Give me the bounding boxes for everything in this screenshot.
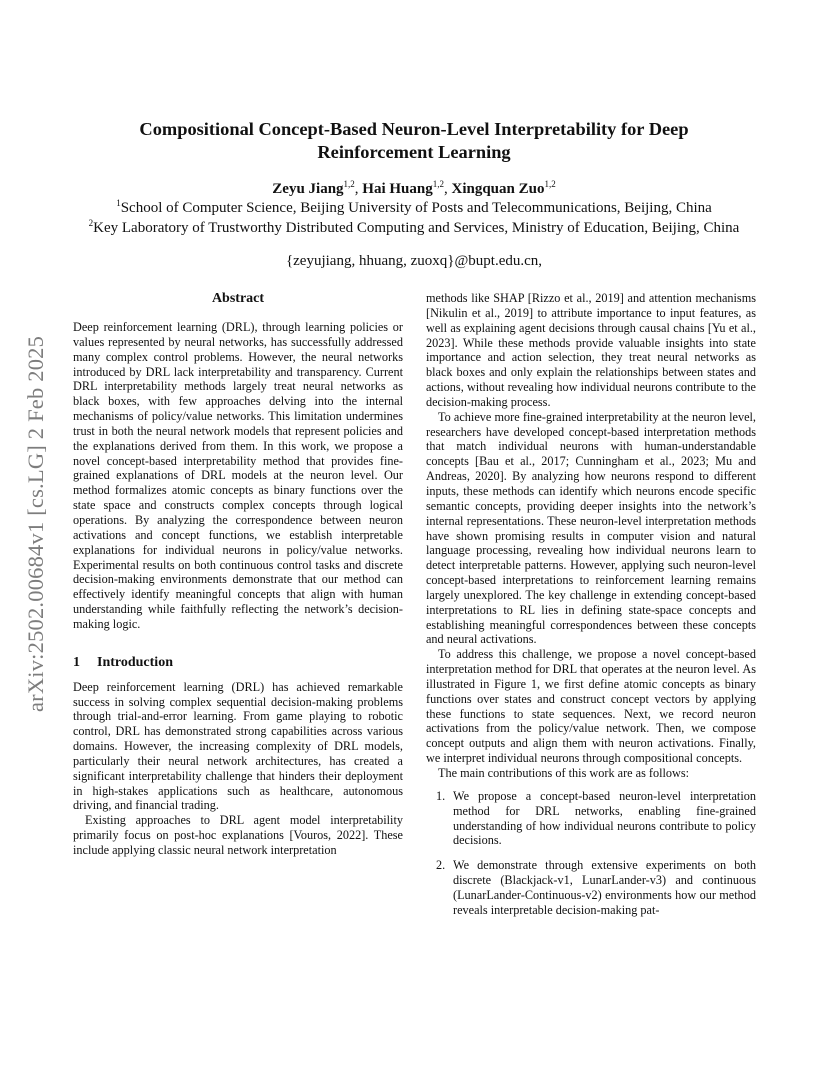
right-column — [426, 291, 756, 928]
contributions-list — [426, 789, 756, 918]
author-emails[interactable]: {zeyujiang, hhuang, zuoxq}@bupt.edu.cn, — [285, 253, 543, 269]
list-item-text: We demonstrate through extensive experiments on both discrete (Blackjack-v1, LunarLander-v3) and continuous (LunarLander-Continuous-v2) environments how our method reveals interpretable decision-making pat- — [453, 858, 756, 917]
abstract-text: Deep reinforcement learning (DRL), through learning policies or values represented by neural networks, has successfully addressed many complex control problems. However, the neural networks introduced by DRL lack interpretability and transparency. Current DRL interpretability methods largely treat neural networks as black boxes, with few approaches delving into the internal mechanisms of policy/value networks. This limitation undermines trust in both the neural network models that represent policies and the explanations derived from them. In this work, we propose a novel concept-based interpretability method that provides fine-grained explanations of DRL models at the neuron level. Our method formalizes atomic concepts as binary functions over the state space and constructs complex concepts through logical operations. By analyzing the correspondence between neuron activations and concept functions, we establish interpretable explanations for individual neurons in policy/value networks. Experimental results on both continuous control tasks and discrete decision-making environments demonstrate that our method can effectively identify meaningful concepts that align with human understanding while faithfully reflecting the network’s decision-making logic. — [73, 320, 403, 631]
list-item-text: We propose a concept-based neuron-level interpretation method for DRL networks, enabling fine-grained understanding of how individual neurons contribute to policy decisions. — [453, 788, 756, 848]
list-marker: 2. — [436, 858, 446, 873]
arxiv-identifier-stamp — [22, 296, 50, 752]
author-affiliation-mark: 1,2 — [343, 179, 355, 189]
body-paragraph: methods like SHAP [Rizzo et al., 2019] and attention mechanisms [Nikulin et al., 2019] to attribute importance to input features, as well as explaining agent decisions through causal chains [Yu et al., 2023]. While these methods provide valuable insights into state importance and action selection, they treat neural networks as black boxes and only explain the relationships between states and actions, without revealing how individual neurons contribute to the decision-making process. — [426, 291, 756, 409]
affiliation-text: Key Laboratory of Trustworthy Distributed Computing and Services, Ministry of Education, Beijing, China — [93, 220, 740, 236]
list-marker: 1. — [436, 788, 446, 803]
arxiv-identifier-text: arXiv:2502.00684v1 [cs.LG] 2 Feb 2025 — [23, 335, 49, 713]
author-name: Zeyu Jiang — [272, 181, 344, 197]
author-affiliation-mark: 1,2 — [432, 179, 444, 189]
author-name: Xingquan Zuo — [451, 181, 545, 197]
list-item — [426, 789, 756, 848]
author-name: Hai Huang — [362, 181, 433, 197]
body-paragraph: The main contributions of this work are as follows: — [438, 766, 690, 780]
affiliation-mark: 1 — [116, 198, 121, 208]
intro-paragraph: Existing approaches to DRL agent model interpretability primarily focus on post-hoc explanations [Vouros, 2022]. These include applying classic neural network interpretation — [73, 813, 403, 857]
list-item — [426, 858, 756, 917]
paper-title: Compositional Concept-Based Neuron-Level Interpretability for Deep Reinforcement Learning — [139, 119, 689, 162]
section-heading-introduction — [73, 654, 403, 672]
affiliation-2 — [70, 213, 758, 238]
author-list: Zeyu Jiang$^{1,2}$, Hai Huang$^{1,2}$, Xingquan Zuo$^{1,2}$ — [272, 179, 556, 197]
body-paragraph: To achieve more fine-grained interpretability at the neuron level, researchers have developed concept-based interpretation methods that match individual neurons with human-understandable concepts [Bau et al., 2017; Cunningham et al., 2023; Mu and Andreas, 2020]. By analyzing how neurons respond to different inputs, these methods can identify which neurons encode specific semantic concepts, providing deeper insights into the network’s internal representations. These neuron-level interpretation methods have shown promising results in computer vision and natural language processing, revealing how individual neurons learn to detect interpretable patterns. However, applying such neuron-level concept-based interpretations to reinforcement learning remains largely unexplored. The key challenge in extending concept-based interpretations to RL lies in defining state-space concepts and establishing meaningful correspondences between these concepts and neural activations. — [426, 409, 756, 647]
author-affiliation-mark: 1,2 — [544, 179, 556, 189]
intro-paragraph: Deep reinforcement learning (DRL) has achieved remarkable success in solving complex sequential decision-making problems through trial-and-error learning. From game playing to robotic control, DRL has demonstrated strong capabilities across various domains. However, the increasing complexity of DRL models, particularly their neural network architectures, has created a significant interpretability challenge that hinders their deployment in high-stakes applications such as healthcare, autonomous driving, and financial trading. — [73, 679, 403, 813]
section-number: 1 — [73, 654, 80, 670]
left-column — [73, 290, 403, 858]
affiliation-mark: 2 — [88, 218, 94, 228]
abstract-heading: Abstract — [211, 291, 265, 306]
affiliation-text: School of Computer Science, Beijing University of Posts and Telecommunications, Beijing, China — [120, 200, 712, 216]
body-paragraph: To address this challenge, we propose a novel concept-based interpretation method for DRL that operates at the neuron level. As illustrated in Figure 1, we first define atomic concepts as binary functions over states and construct concept vectors by applying these functions to state sequences. Next, we record neuron activations from the policy/value network. Then, we compose concept outputs and align them with neuron activations. Finally, we interpret individual neurons through compositional concepts. — [426, 647, 756, 766]
section-title: Introduction — [97, 654, 173, 670]
